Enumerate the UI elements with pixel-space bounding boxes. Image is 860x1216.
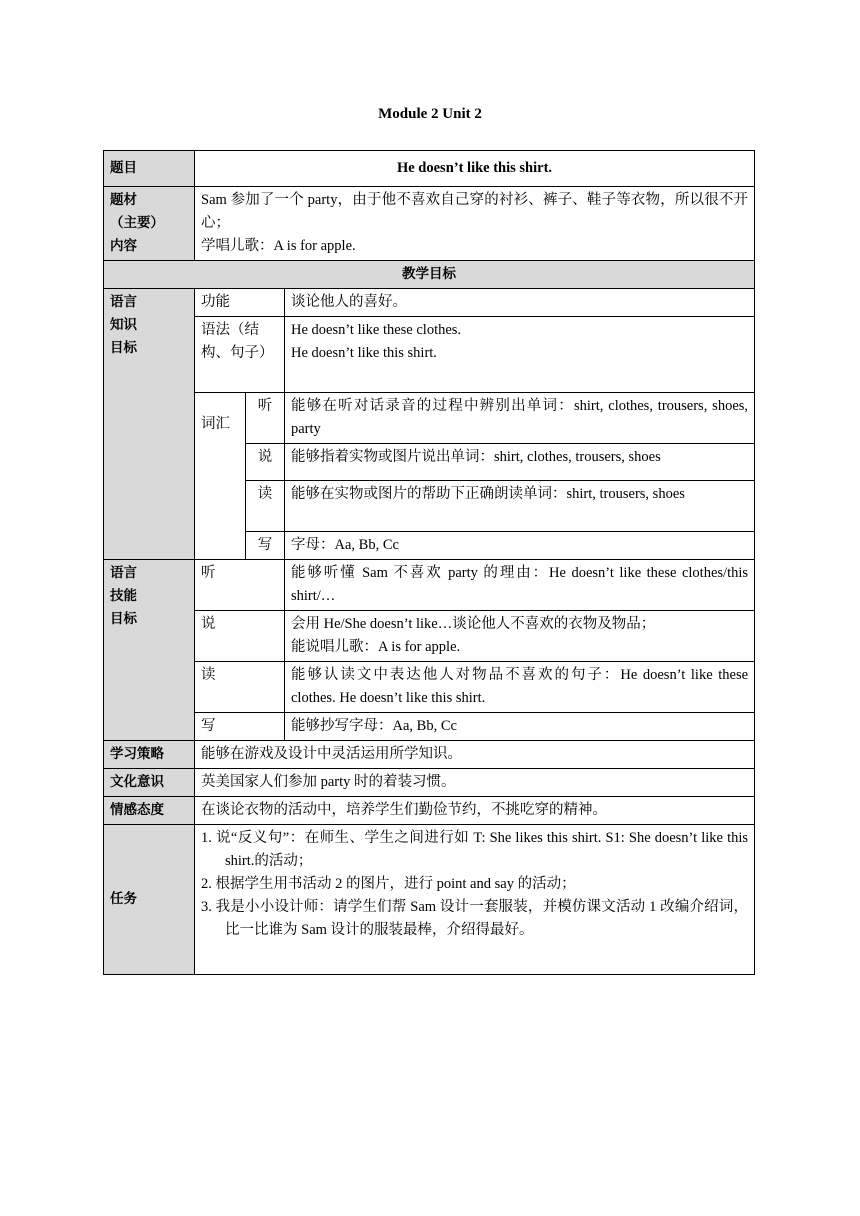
skill-listen: 听 [195,560,285,611]
skill-listen-text: 能够听懂 Sam 不喜欢 party 的理由：He doesn’t like these clothes/this shirt/… [285,560,755,611]
skill-speak: 说 [195,611,285,662]
task-item: 2. 根据学生用书活动 2 的图片，进行 point and say 的活动； [201,876,576,892]
vocab-skill-write: 写 [246,532,285,560]
material-line-2: 学唱儿歌：A is for apple. [201,238,356,254]
vocab-write-text: 字母：Aa, Bb, Cc [285,532,755,560]
lesson-plan-table [103,150,755,975]
material-content [195,187,755,261]
skills-label: 语言 技能 目标 [104,560,195,741]
skill-write: 写 [195,713,285,741]
topic-value: He doesn’t like this shirt. [195,151,755,187]
section-header: 教学目标 [104,261,755,289]
material-label: 题材 （主要） 内容 [104,187,195,261]
task-item: 3. 我是小小设计师：请学生们帮 Sam 设计一套服装，并模仿课文活动 1 改编介绍词，比一比谁为 Sam 设计的服装最棒，介绍得最好。 [201,899,749,938]
vocab-skill-speak: 说 [246,444,285,481]
function-value: 谈论他人的喜好。 [285,289,755,317]
vocab-listen-text: 能够在听对话录音的过程中辨别出单词：shirt, clothes, trousers, shoes, party [285,393,755,444]
culture-label: 文化意识 [104,769,195,797]
knowledge-label: 语言 知识 目标 [104,289,195,560]
skill-read-text: 能够认读文中表达他人对物品不喜欢的句子：He doesn’t like these clothes. He doesn’t like this shirt. [285,662,755,713]
tasks-label: 任务 [104,825,195,975]
vocab-skill-read: 读 [246,481,285,532]
tasks-content [195,825,755,975]
task-item: 1. 说“反义句”：在师生、学生之间进行如 T: She likes this shirt. S1: She doesn’t like this shirt.的活动； [201,830,749,869]
skill-speak-text: 会用 He/She doesn’t like…谈论他人不喜欢的衣物及物品； 能说唱儿歌：A is for apple. [285,611,755,662]
vocab-skill-listen: 听 [246,393,285,444]
culture-value: 英美国家人们参加 party 时的着装习惯。 [195,769,755,797]
strategy-value: 能够在游戏及设计中灵活运用所学知识。 [195,741,755,769]
strategy-label: 学习策略 [104,741,195,769]
vocab-speak-text: 能够指着实物或图片说出单词：shirt, clothes, trousers, shoes [285,444,755,481]
vocab-label: 词汇 [195,393,246,560]
material-line-1: Sam 参加了一个 party，由于他不喜欢自己穿的衬衫、裤子、鞋子等衣物，所以很不开心； [201,192,749,231]
document-title: Module 2 Unit 2 [378,106,482,122]
function-label: 功能 [195,289,285,317]
vocab-read-text: 能够在实物或图片的帮助下正确朗读单词：shirt, trousers, shoes [285,481,755,532]
grammar-label: 语法（结构、句子） [195,317,285,393]
skill-write-text: 能够抄写字母：Aa, Bb, Cc [285,713,755,741]
skill-read: 读 [195,662,285,713]
topic-label: 题目 [104,151,195,187]
attitude-value: 在谈论衣物的活动中，培养学生们勤俭节约，不挑吃穿的精神。 [195,797,755,825]
attitude-label: 情感态度 [104,797,195,825]
grammar-value: He doesn’t like these clothes. He doesn’t like this shirt. [285,317,755,393]
